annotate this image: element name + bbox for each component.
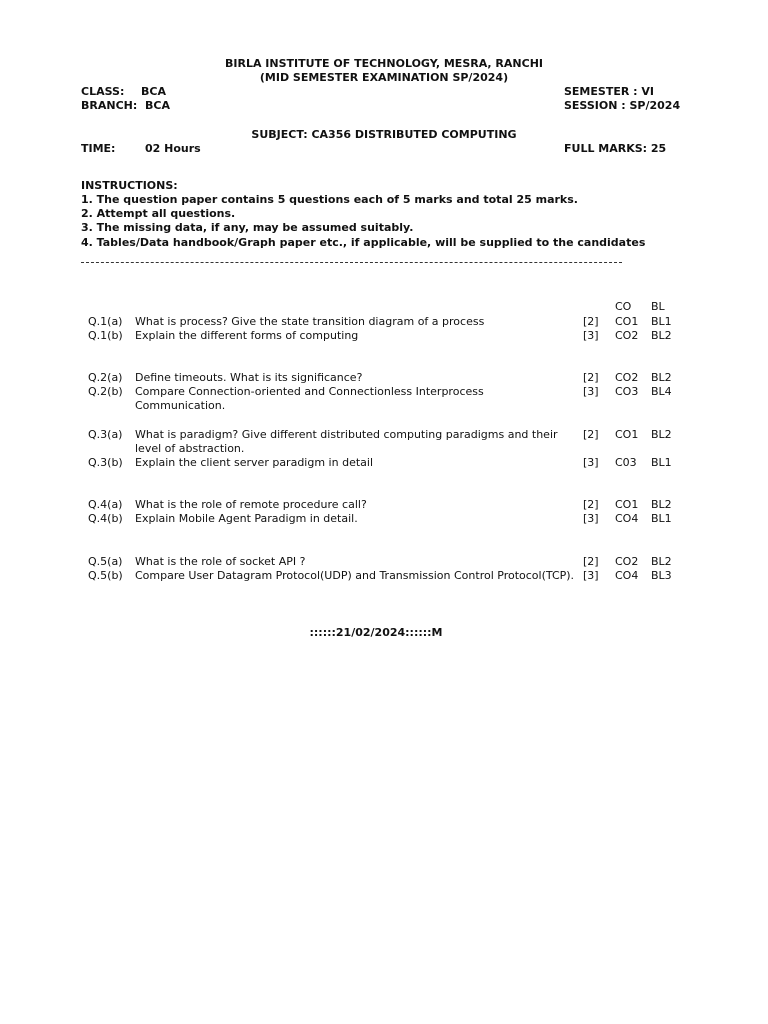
instruction-item: 1. The question paper contains 5 questions each of 5 marks and total 25 marks.: [81, 193, 578, 206]
question-marks: [3]: [583, 569, 599, 582]
question-marks: [2]: [583, 498, 599, 511]
question-marks: [3]: [583, 512, 599, 525]
question-text: Compare User Datagram Protocol(UDP) and Transmission Control Protocol(TCP).: [135, 569, 575, 582]
question-text: What is the role of remote procedure call?: [135, 498, 367, 511]
question-row: [0, 456, 768, 470]
semester: SEMESTER : VI: [564, 85, 654, 98]
question-row: [0, 498, 768, 512]
question-row: [0, 555, 768, 569]
question-text: What is the role of socket API ?: [135, 555, 306, 568]
class-value: BCA: [141, 85, 166, 98]
question-marks: [2]: [583, 315, 599, 328]
question-bl: BL2: [651, 329, 672, 342]
question-marks: [3]: [583, 456, 599, 469]
question-text: What is paradigm? Give different distributed computing paradigms and their level of abstraction.: [135, 428, 558, 455]
question-text: Explain Mobile Agent Paradigm in detail.: [135, 512, 358, 525]
footer-date: ::::::21/02/2024::::::M: [309, 626, 443, 639]
question-bl: BL3: [651, 569, 672, 582]
exam-title: (MID SEMESTER EXAMINATION SP/2024): [259, 71, 509, 84]
question-row: [0, 512, 768, 526]
question-label: Q.4(a): [88, 498, 123, 511]
question-label: Q.3(b): [88, 456, 123, 469]
question-co: C03: [615, 456, 637, 469]
divider: [81, 262, 622, 263]
question-marks: [2]: [583, 555, 599, 568]
institute-title: BIRLA INSTITUTE OF TECHNOLOGY, MESRA, RANCHI: [225, 57, 543, 70]
instruction-item: 2. Attempt all questions.: [81, 207, 236, 220]
question-marks: [2]: [583, 371, 599, 384]
time-value: 02 Hours: [145, 142, 201, 155]
question-text: Explain the client server paradigm in detail: [135, 456, 373, 469]
class-label: CLASS:: [81, 85, 125, 98]
question-row: [0, 315, 768, 329]
question-label: Q.2(a): [88, 371, 123, 384]
question-text: What is process? Give the state transition diagram of a process: [135, 315, 485, 328]
question-co: CO2: [615, 329, 639, 342]
question-co: CO4: [615, 569, 639, 582]
question-label: Q.3(a): [88, 428, 123, 441]
question-co: CO3: [615, 385, 639, 398]
question-bl: BL2: [651, 498, 672, 511]
question-text: Explain the different forms of computing: [135, 329, 359, 342]
instruction-item: 4. Tables/Data handbook/Graph paper etc., if applicable, will be supplied to the candidates: [81, 236, 646, 249]
question-text: Define timeouts. What is its significance?: [135, 371, 363, 384]
question-label: Q.4(b): [88, 512, 123, 525]
question-co: CO1: [615, 428, 639, 441]
instructions-heading: INSTRUCTIONS:: [81, 179, 178, 192]
co-header: CO: [615, 300, 632, 313]
question-bl: BL2: [651, 428, 672, 441]
session: SESSION : SP/2024: [564, 99, 681, 112]
question-co: CO1: [615, 498, 639, 511]
question-bl: BL2: [651, 555, 672, 568]
question-label: Q.5(b): [88, 569, 123, 582]
question-co: CO4: [615, 512, 639, 525]
instruction-item: 3. The missing data, if any, may be assumed suitably.: [81, 221, 414, 234]
question-label: Q.1(a): [88, 315, 123, 328]
branch-label: BRANCH:: [81, 99, 138, 112]
question-text: Compare Connection-oriented and Connectionless Interprocess Communication.: [135, 385, 484, 412]
question-bl: BL1: [651, 315, 672, 328]
question-row: [0, 428, 768, 455]
question-bl: BL2: [651, 371, 672, 384]
question-row: [0, 371, 768, 385]
question-marks: [3]: [583, 329, 599, 342]
question-row: [0, 329, 768, 343]
question-marks: [3]: [583, 385, 599, 398]
question-bl: BL1: [651, 456, 672, 469]
question-bl: BL4: [651, 385, 672, 398]
question-co: CO1: [615, 315, 639, 328]
question-label: Q.1(b): [88, 329, 123, 342]
question-bl: BL1: [651, 512, 672, 525]
question-co: CO2: [615, 555, 639, 568]
question-row: [0, 569, 768, 583]
question-label: Q.2(b): [88, 385, 123, 398]
question-marks: [2]: [583, 428, 599, 441]
time-label: TIME:: [81, 142, 116, 155]
question-co: CO2: [615, 371, 639, 384]
bl-header: BL: [651, 300, 665, 313]
question-label: Q.5(a): [88, 555, 123, 568]
full-marks: FULL MARKS: 25: [564, 142, 667, 155]
subject: SUBJECT: CA356 DISTRIBUTED COMPUTING: [251, 128, 517, 141]
question-row: [0, 385, 768, 412]
branch-value: BCA: [145, 99, 170, 112]
